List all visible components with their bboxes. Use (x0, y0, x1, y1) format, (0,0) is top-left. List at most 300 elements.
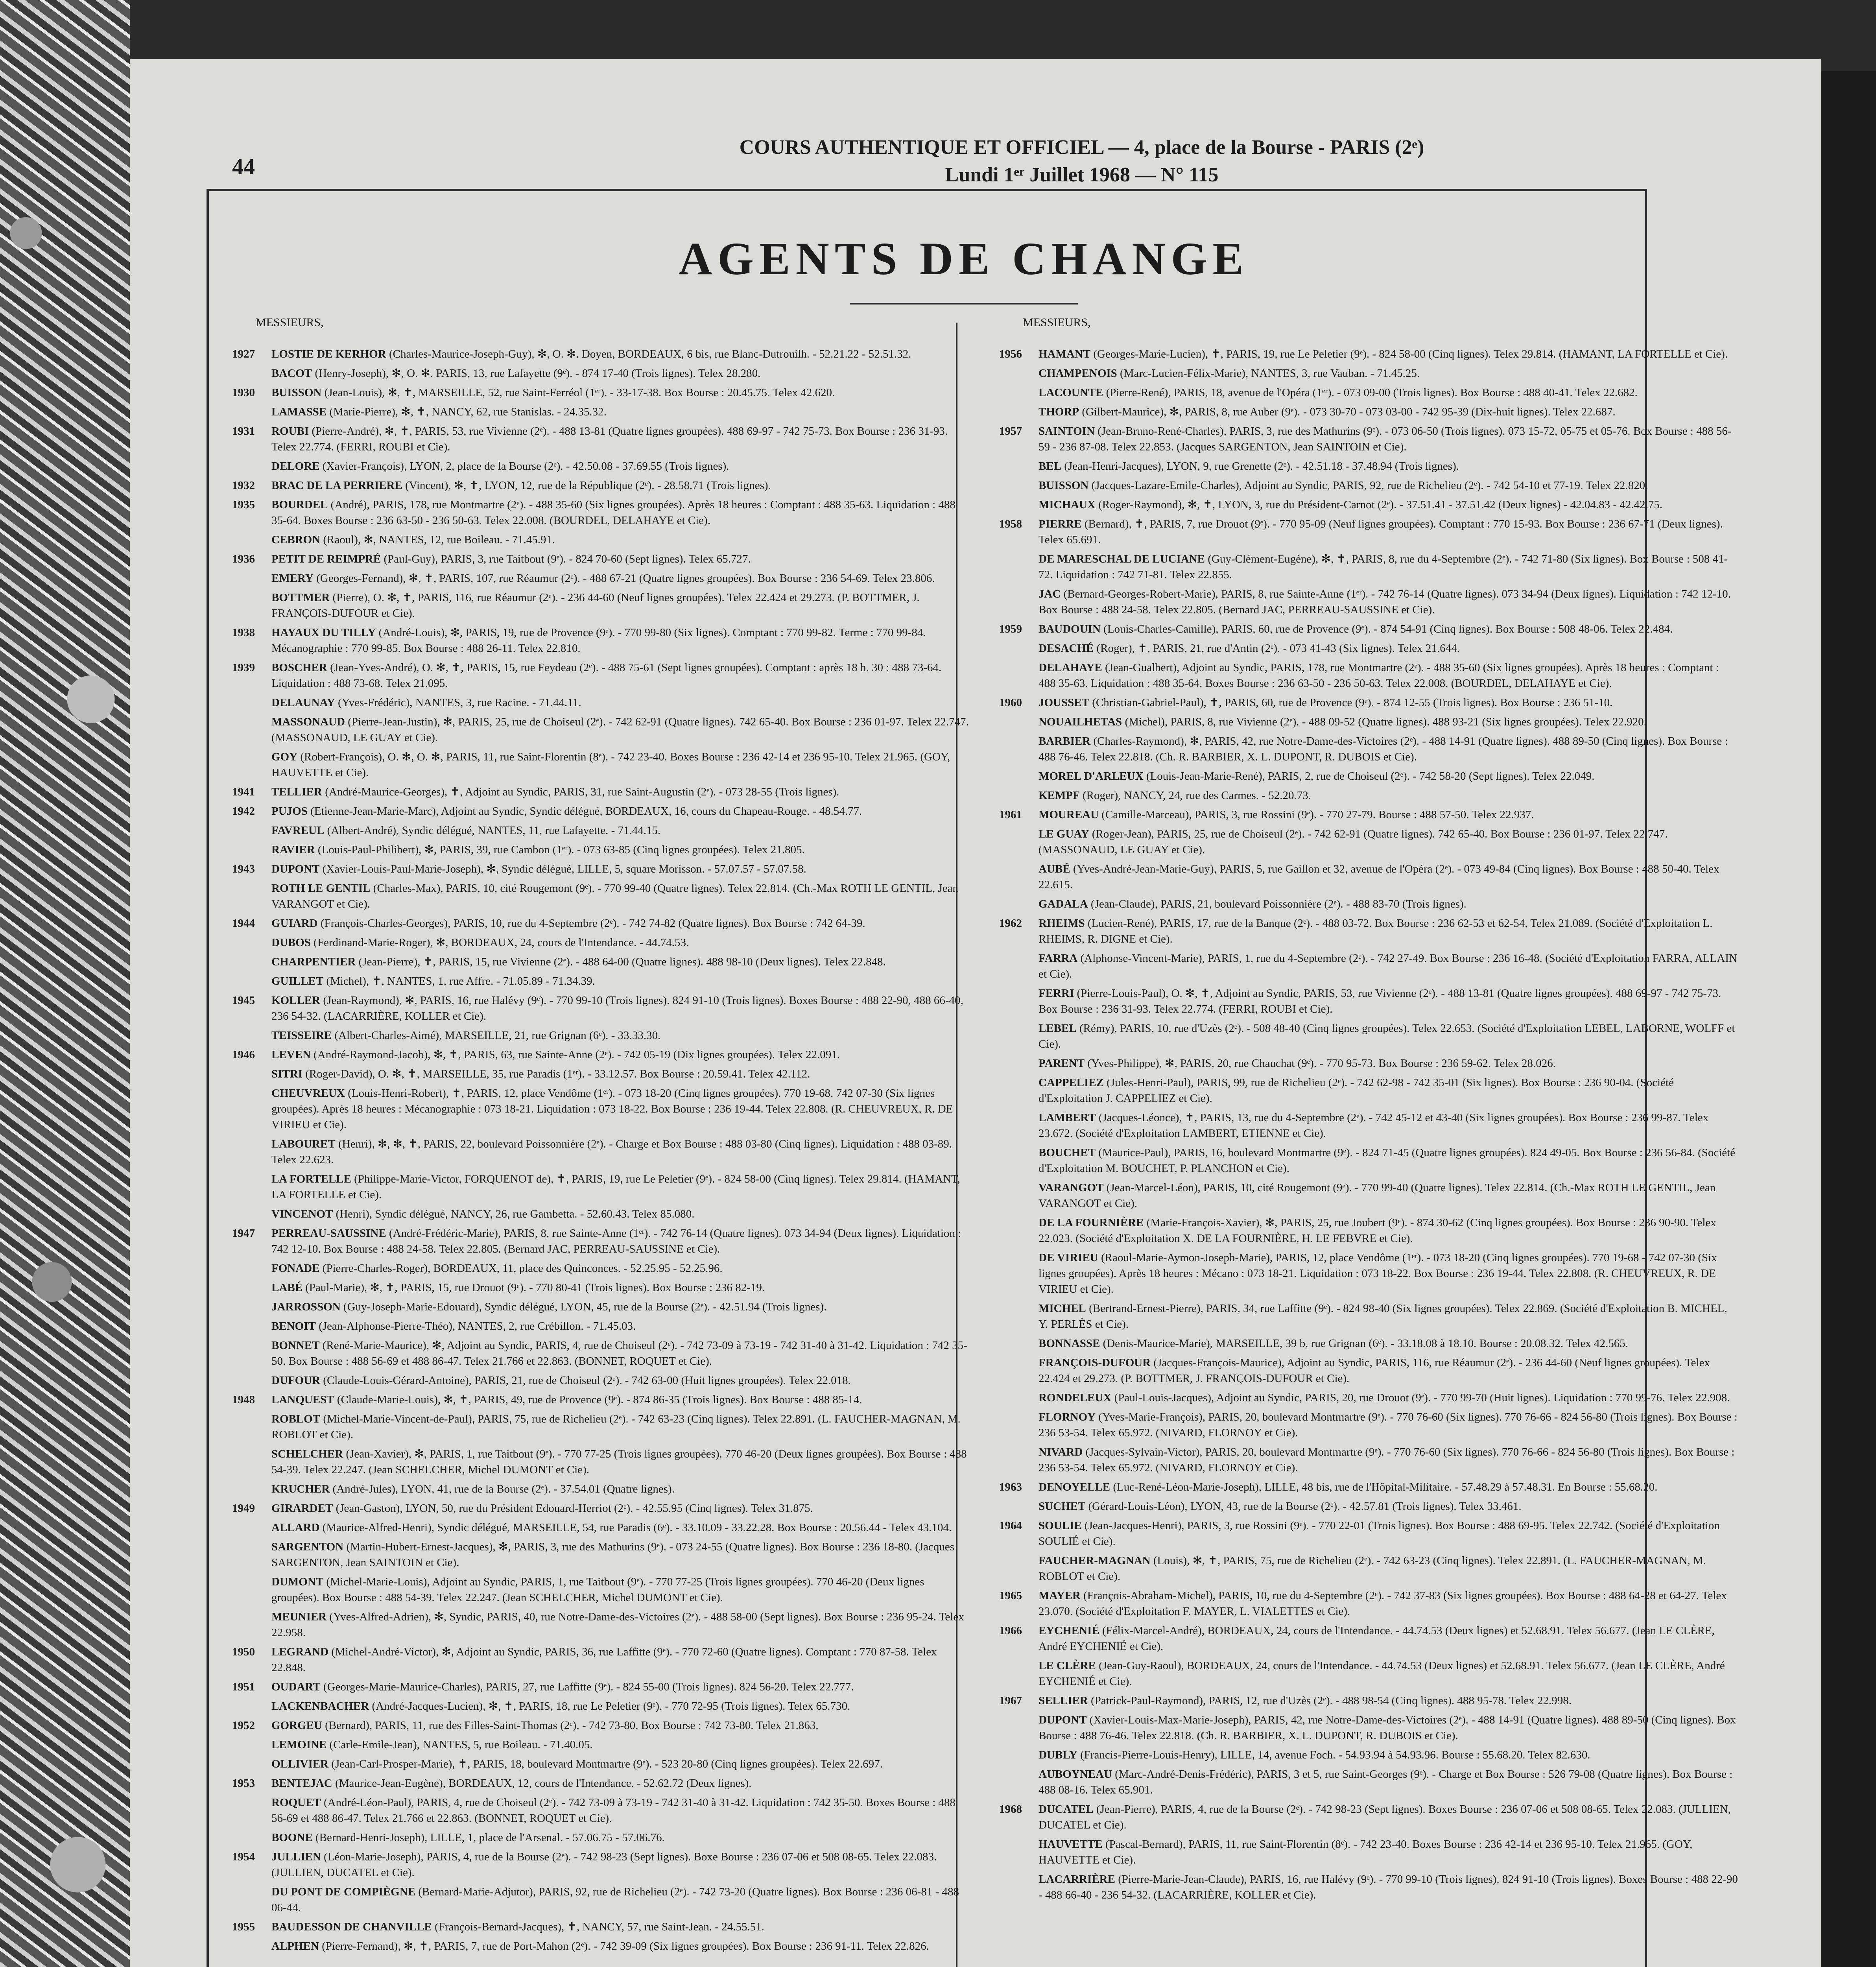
entry-body (271, 1698, 972, 1714)
agent-entry (999, 1518, 1739, 1549)
entry-body (271, 1085, 972, 1133)
agent-details: (Alphonse-Vincent-Marie), PARIS, 1, rue du 4-Septembre (2ᵉ). - 742 27-49. Box Bourse : 236 16-48. (Société d'Exploitation FARRA, ALLAIN et Cie). (1039, 952, 1737, 980)
entry-year (999, 1712, 1039, 1744)
entry-year (999, 1180, 1039, 1211)
agent-entry (232, 478, 972, 493)
entry-body (271, 1338, 972, 1369)
entry-body (271, 1066, 972, 1082)
entry-body (1039, 640, 1739, 656)
entry-body (271, 993, 972, 1024)
entry-body (271, 1718, 972, 1733)
entry-body (1039, 1871, 1739, 1903)
agent-name: BOONE (271, 1831, 313, 1844)
entry-year: 1955 (232, 1921, 255, 1933)
entry-body (1039, 586, 1739, 618)
entry-body (271, 1299, 972, 1315)
agent-entry (232, 935, 972, 950)
agent-details: (Yves-Philippe), ✻, PARIS, 20, rue Chauchat (9ᵉ). - 770 95-73. Box Bourse : 236 59-62. Telex 28.026. (1085, 1057, 1556, 1070)
entry-year (232, 749, 271, 781)
agent-name: VARANGOT (1039, 1181, 1104, 1194)
agent-name: LEMOINE (271, 1738, 327, 1751)
agent-name: LEVEN (271, 1048, 311, 1061)
title-rule (850, 303, 1078, 304)
agent-details: (André-Jacques-Lucien), ✻, ✝, PARIS, 18, rue Le Peletier (9ᵉ). - 770 72-95 (Trois lignes). Telex 65.730. (369, 1700, 850, 1712)
agent-entry (232, 1795, 972, 1826)
agent-name: DE VIRIEU (1039, 1251, 1098, 1264)
entry-year (999, 1075, 1039, 1106)
agent-entry (999, 826, 1739, 858)
entry-year: 1958 (999, 518, 1022, 530)
entry-year (999, 1390, 1039, 1406)
entry-year (999, 1444, 1039, 1476)
entry-body (271, 1500, 972, 1516)
agent-details: (Raoul-Marie-Aymon-Joseph-Marie), PARIS, 12, place Vendôme (1ᵉʳ). - 073 18-20 (Cinq lignes groupées). 770 19-68 - 742 07-30 (Six lignes groupées). Après 18 heures : Mécano : 073 18-21. Liquidation : 073 18-22. Box Bourse : 236 19-44. Telex 22.808. (R. CHEUVREUX, R. DE VIRIEU et Cie). (1039, 1251, 1717, 1295)
agent-name: MOUREAU (1039, 808, 1099, 821)
entry-body (271, 1028, 972, 1043)
agent-details: (Marie-François-Xavier), ✻, PARIS, 25, rue Joubert (9ᵉ). - 874 30-62 (Cinq lignes groupées). Box Bourse : 236 90-90. Telex 22.023. (Société d'Exploitation X. DE LA FOURNIÈRE, H. LE FEBVRE et Cie). (1039, 1216, 1716, 1245)
agent-details: (André-Louis), ✻, PARIS, 19, rue de Provence (9ᵉ). - 770 99-80 (Six lignes). Comptant : 770 99-82. Terme : 770 99-84. Mécanographie : 770 99-85. Box Bourse : 488 26-11. Telex 22.810. (271, 626, 926, 655)
entry-year: 1932 (232, 479, 255, 492)
agent-entry (232, 1775, 972, 1791)
entry-body (271, 1795, 972, 1826)
agent-name: MEUNIER (271, 1611, 327, 1623)
agent-name: TEISSEIRE (271, 1029, 332, 1042)
agent-entry (999, 1836, 1739, 1868)
agent-entry (232, 1066, 972, 1082)
agent-details: (Xavier-Louis-Paul-Marie-Joseph), ✻, Syndic délégué, LILLE, 5, square Morisson. - 57.07.57 - 57.07.58. (319, 863, 806, 875)
agent-details: (Claude-Marie-Louis), ✻, ✝, PARIS, 49, rue de Provence (9ᵉ). - 874 86-35 (Trois lignes). Box Bourse : 488 85-14. (334, 1393, 862, 1406)
agent-entry (999, 1215, 1739, 1246)
entry-year (232, 1136, 271, 1168)
entry-year: 1930 (232, 386, 255, 399)
entry-body (271, 478, 972, 493)
agent-entry (232, 346, 972, 362)
entry-body (271, 1280, 972, 1295)
agent-entry (999, 1444, 1739, 1476)
entry-year: 1968 (999, 1803, 1022, 1816)
agent-name: DELORE (271, 460, 320, 472)
entry-year: 1942 (232, 805, 255, 817)
entry-year: 1941 (232, 786, 255, 798)
agent-entry (232, 1481, 972, 1497)
agent-name: DU PONT DE COMPIÈGNE (271, 1886, 416, 1898)
agent-entry (232, 973, 972, 989)
entry-body (1039, 861, 1739, 893)
page-header (551, 134, 1613, 189)
entry-body (271, 423, 972, 455)
agent-details: (Henri), ✻, ✻, ✝, PARIS, 22, boulevard Poissonnière (2ᵉ). - Charge et Box Bourse : 488 03-80 (Cinq lignes). Liquidation : 488 03-89. Telex 22.623. (271, 1138, 952, 1166)
agent-entry (232, 823, 972, 838)
agent-name: BENOIT (271, 1320, 316, 1332)
agent-name: HAYAUX DU TILLY (271, 626, 376, 639)
agent-name: VINCENOT (271, 1208, 333, 1220)
agent-entry (999, 551, 1739, 583)
entry-body (271, 1392, 972, 1408)
agent-details: (Jean-Gaston), LYON, 50, rue du Président Edouard-Herriot (2ᵉ). - 42.55.95 (Cinq lignes). Telex 31.875. (333, 1502, 813, 1515)
entry-body (271, 1446, 972, 1478)
agent-name: THORP (1039, 406, 1079, 418)
entry-body (271, 532, 972, 548)
agent-entry (999, 1409, 1739, 1441)
agent-entry (232, 1225, 972, 1257)
entry-body (271, 823, 972, 838)
entry-body (271, 1225, 972, 1257)
entry-body (1039, 1766, 1739, 1798)
entry-body (1039, 1145, 1739, 1176)
agent-name: BOURDEL (271, 498, 328, 511)
entry-body (1039, 1658, 1739, 1689)
agent-entry (232, 1830, 972, 1845)
agent-details: (Jean-Alphonse-Pierre-Théo), NANTES, 2, rue Crébillon. - 71.45.03. (315, 1320, 636, 1332)
agent-name: JAC (1039, 588, 1061, 600)
entry-year (999, 1658, 1039, 1689)
header-line-1: COURS AUTHENTIQUE ET OFFICIEL — 4, place de la Bourse - PARIS (2ᵉ) (739, 136, 1424, 159)
agent-entry (999, 915, 1739, 947)
entry-year (999, 1215, 1039, 1246)
entry-year (999, 458, 1039, 474)
entry-body (271, 570, 972, 586)
agent-details: (Jean-Louis), ✻, ✝, MARSEILLE, 52, rue Saint-Ferréol (1ᵉʳ). - 33-17-38. Box Bourse : 20.45.75. Telex 42.620. (321, 386, 835, 399)
agent-entry (232, 1028, 972, 1043)
agent-details: (Maurice-Jean-Eugène), BORDEAUX, 12, cours de l'Intendance. - 52.62.72 (Deux lignes). (332, 1777, 752, 1790)
entry-body (1039, 1020, 1739, 1052)
agent-details: (Louis-Charles-Camille), PARIS, 60, rue de Provence (9ᵉ). - 874 54-91 (Cinq lignes). Box Bourse : 508 48-06. Telex 22.484. (1100, 623, 1673, 635)
agent-name: DUPONT (1039, 1714, 1087, 1726)
agent-details: (Louis), ✻, ✝, PARIS, 75, rue de Richelieu (2ᵉ). - 742 63-23 (Cinq lignes). Telex 22.891. (L. FAUCHER-MAGNAN, M. ROBLOT et Cie). (1039, 1554, 1706, 1583)
agent-name: TELLIER (271, 786, 322, 798)
entry-year: 1967 (999, 1694, 1022, 1707)
agent-name: GIRARDET (271, 1502, 333, 1515)
agent-details: (Paul-Louis-Jacques), Adjoint au Syndic, PARIS, 20, rue Drouot (9ᵉ). - 770 99-70 (Huit lignes). Liquidation : 770 99-76. Telex 22.908. (1111, 1391, 1730, 1404)
agent-entry (999, 586, 1739, 618)
agent-name: AUBOYNEAU (1039, 1768, 1112, 1781)
agent-details: (Jules-Henri-Paul), PARIS, 99, rue de Richelieu (2ᵉ). - 742 62-98 - 742 35-01 (Six lignes). Box Bourse : 236 90-04. (Société d'Exploitation J. CAPPELIEZ et Cie). (1039, 1076, 1674, 1105)
agent-name: AUBÉ (1039, 863, 1070, 875)
agent-name: PERREAU-SAUSSINE (271, 1227, 386, 1240)
entry-year (232, 1171, 271, 1203)
agent-name: LE CLÈRE (1039, 1659, 1096, 1672)
agent-entry (999, 385, 1739, 400)
agent-name: JARROSSON (271, 1301, 341, 1313)
agent-details: (Carle-Emile-Jean), NANTES, 5, rue Boileau. - 71.40.05. (327, 1738, 593, 1751)
agent-details: (André-Maurice-Georges), ✝, Adjoint au Syndic, PARIS, 31, rue Saint-Augustin (2ᵉ). - 073 28-55 (Trois lignes). (322, 786, 839, 798)
agent-entry (232, 1047, 972, 1063)
agent-name: LEBEL (1039, 1022, 1077, 1035)
agent-name: BONNET (271, 1339, 320, 1352)
agent-details: (Jean-Guy-Raoul), BORDEAUX, 24, cours de l'Intendance. - 44.74.53 (Deux lignes) et 52.68.91. Telex 56.677. (Jean LE CLÈRE, André EYCHENIÉ et Cie). (1039, 1659, 1725, 1688)
agent-entry (999, 861, 1739, 893)
entry-year (232, 973, 271, 989)
agent-details: (Martin-Hubert-Ernest-Jacques), ✻, PARIS, 3, rue des Mathurins (9ᵉ). - 073 24-55 (Quatre lignes). Box Bourse : 236 18-80. (Jacques SARGENTON, Jean SAINTOIN et Cie). (271, 1541, 955, 1569)
agent-entry (232, 625, 972, 656)
agent-name: PARENT (1039, 1057, 1085, 1070)
agent-entry (232, 1085, 972, 1133)
entry-body (271, 749, 972, 781)
agent-name: CHARPENTIER (271, 956, 356, 968)
agent-name: DUPONT (271, 863, 320, 875)
entry-year (232, 935, 271, 950)
agent-details: (Jean-Pierre), ✝, PARIS, 15, rue Vivienne (2ᵉ). - 488 64-00 (Quatre lignes). 488 98-10 (Deux lignes). Telex 22.848. (356, 956, 886, 968)
entry-year (999, 950, 1039, 982)
entry-body (271, 660, 972, 691)
entry-year: 1965 (999, 1589, 1022, 1602)
agent-entry (232, 1318, 972, 1334)
entry-body (271, 803, 972, 819)
agent-name: BARBIER (1039, 735, 1091, 747)
entry-body (271, 1830, 972, 1845)
agent-details: (Michel), PARIS, 8, rue Vivienne (2ᵉ). - 488 09-52 (Quatre lignes). 488 93-21 (Six lignes groupées). Telex 22.920. (1122, 716, 1647, 728)
entry-year (232, 1574, 271, 1605)
agent-entry (999, 1020, 1739, 1052)
entry-body (271, 714, 972, 745)
entry-body (271, 861, 972, 877)
entry-year: 1931 (232, 425, 255, 437)
agent-name: PUJOS (271, 805, 308, 817)
entry-year (999, 788, 1039, 803)
agent-entry (232, 365, 972, 381)
agent-details: (Bernard-Henri-Joseph), LILLE, 1, place de l'Arsenal. - 57.06.75 - 57.06.76. (312, 1831, 665, 1844)
entry-year: 1939 (232, 661, 255, 674)
entry-body (1039, 985, 1739, 1017)
agent-entry (232, 1206, 972, 1222)
entry-year (232, 1938, 271, 1954)
agent-name: OUDART (271, 1681, 321, 1693)
entry-year: 1952 (232, 1719, 255, 1732)
agent-name: SUCHET (1039, 1500, 1086, 1513)
entry-body (271, 1919, 972, 1935)
agent-entry (999, 1623, 1739, 1654)
agent-name: NIVARD (1039, 1446, 1083, 1458)
agent-name: CEBRON (271, 533, 321, 546)
agent-details: (Albert-Charles-Aimé), MARSEILLE, 21, rue Grignan (6ᵉ). - 33.33.30. (332, 1029, 661, 1042)
agent-entry (232, 532, 972, 548)
agent-details: (Patrick-Paul-Raymond), PARIS, 12, rue d'Uzès (2ᵉ). - 488 98-54 (Cinq lignes). 488 95-78. Telex 22.998. (1088, 1694, 1572, 1707)
agent-name: FRANÇOIS-DUFOUR (1039, 1356, 1151, 1369)
entry-year (232, 1698, 271, 1714)
entry-body (271, 1206, 972, 1222)
agent-entry (232, 1171, 972, 1203)
agent-details: (Guy-Joseph-Marie-Edouard), Syndic délégué, LYON, 45, rue de la Bourse (2ᵉ). - 42.51.94 (Trois lignes). (340, 1301, 827, 1313)
agent-details: (Christian-Gabriel-Paul), ✝, PARIS, 60, rue de Provence (9ᵉ). - 874 12-55 (Trois lignes). Box Bourse : 236 51-10. (1089, 696, 1613, 709)
page-number: 44 (232, 154, 255, 179)
agent-entry (232, 1919, 972, 1935)
entry-body (271, 385, 972, 400)
agent-name: KOLLER (271, 994, 321, 1007)
entry-year (999, 826, 1039, 858)
agent-details: (Roger-Raymond), ✻, ✝, LYON, 3, rue du Président-Carnot (2ᵉ). - 37.51.41 - 37.51.42 (Deux lignes) - 42.04.83 - 42.42.75. (1096, 498, 1663, 511)
agent-details: (Jean-Henri-Jacques), LYON, 9, rue Grenette (2ᵉ). - 42.51.18 - 37.48.94 (Trois lignes). (1061, 460, 1459, 472)
agent-name: RHEIMS (1039, 917, 1085, 930)
agent-entry (232, 1373, 972, 1388)
entry-body (271, 973, 972, 989)
agent-name: JULLIEN (271, 1851, 321, 1863)
agent-entry (999, 478, 1739, 493)
entry-year (232, 1280, 271, 1295)
entry-year (232, 458, 271, 474)
entry-body (271, 1574, 972, 1605)
agent-name: LOSTIE DE KERHOR (271, 348, 386, 360)
entry-year: 1962 (999, 917, 1022, 930)
agent-entry (999, 346, 1739, 362)
entry-body (1039, 458, 1739, 474)
agent-entry (232, 1737, 972, 1753)
entry-body (1039, 1055, 1739, 1071)
agent-name: DENOYELLE (1039, 1481, 1110, 1493)
agent-name: GORGEU (271, 1719, 322, 1732)
agent-name: EYCHENIÉ (1039, 1624, 1099, 1637)
agent-entry (999, 365, 1739, 381)
agent-entry (232, 551, 972, 567)
entry-body (1039, 1801, 1739, 1833)
agent-details: (Jean-Xavier), ✻, PARIS, 1, rue Taitbout (9ᵉ). - 770 77-25 (Trois lignes groupées). 770 46-20 (Deux lignes groupées). Box Bourse : 488 54-39. Telex 22.247. (Jean SCHELCHER, Michel DUMONT et Cie). (271, 1448, 967, 1476)
entry-year: 1935 (232, 498, 255, 511)
agent-entry (232, 695, 972, 710)
agent-entry (999, 458, 1739, 474)
entry-body (1039, 1588, 1739, 1619)
agent-details: (Etienne-Jean-Marie-Marc), Adjoint au Syndic, Syndic délégué, BORDEAUX, 16, cours du Chapeau-Rouge. - 48.54.77. (307, 805, 862, 817)
agent-details: (Luc-René-Léon-Marie-Joseph), LILLE, 48 bis, rue de l'Hôpital-Militaire. - 57.48.29 à 57.48.31. En Bourse : 55.68.20. (1110, 1481, 1658, 1493)
agent-details: (Jean-Gualbert), Adjoint au Syndic, PARIS, 178, rue Montmartre (2ᵉ). - 488 35-60 (Six lignes groupées). Après 18 heures : Comptant : 488 35-63. Liquidation : 488 35-64. Boxes Bourse : 236 63-50 - 236 50-63. Telex 22.008. (BOURDEL, DELAHAYE et Cie). (1039, 661, 1719, 690)
entry-year: 1953 (232, 1777, 255, 1790)
entry-year (232, 842, 271, 858)
agent-details: (Bernard-Georges-Robert-Marie), PARIS, 8, rue Sainte-Anne (1ᵉʳ). - 742 76-14 (Quatre lignes). 073 34-94 (Deux lignes). Liquidation : 742 12-10. Box Bourse : 488 24-58. Telex 22.805. (Bernard JAC, PERREAU-SAUSSINE et Cie). (1039, 588, 1731, 616)
agent-details: (Charles-Max), PARIS, 10, cité Rougemont (9ᵉ). - 770 99-40 (Quatre lignes). Telex 22.814. (Ch.-Max ROTH LE GENTIL, Jean VARANGOT et Cie). (271, 882, 959, 910)
entry-year (999, 497, 1039, 513)
agent-entry (232, 1756, 972, 1772)
agent-details: (Jacques-François-Maurice), Adjoint au Syndic, PARIS, 116, rue Réaumur (2ᵉ). - 236 44-60 (Neuf lignes groupées). Telex 22.424 et 29.273. (P. BOTTMER, J. FRANÇOIS-DUFOUR et Cie). (1039, 1356, 1710, 1385)
entry-body (271, 1644, 972, 1675)
agent-details: (Rémy), PARIS, 10, rue d'Uzès (2ᵉ). - 508 48-40 (Cinq lignes groupées). Telex 22.653. (Société d'Exploitation LEBEL, LABORNE, WOLFF et Cie). (1039, 1022, 1735, 1050)
agent-entry (999, 423, 1739, 455)
agent-details: (Ferdinand-Marie-Roger), ✻, BORDEAUX, 24, cours de l'Intendance. - 44.74.53. (310, 936, 689, 949)
entry-year: 1956 (999, 348, 1022, 360)
agent-details: (Xavier-François), LYON, 2, place de la Bourse (2ᵉ). - 42.50.08 - 37.69.55 (Trois lignes). (319, 460, 729, 472)
agent-entry (999, 1498, 1739, 1514)
entry-body (1039, 768, 1739, 784)
agent-entry (999, 660, 1739, 691)
entry-body (271, 1849, 972, 1880)
entry-body (1039, 1180, 1739, 1211)
agent-details: (Francis-Pierre-Louis-Henry), LILLE, 14, avenue Foch. - 54.93.94 à 54.93.96. Bourse : 55.68.20. Telex 82.630. (1077, 1749, 1590, 1761)
entry-body (1039, 1712, 1739, 1744)
agent-details: (Louis-Henri-Robert), ✝, PARIS, 12, place Vendôme (1ᵉʳ). - 073 18-20 (Cinq lignes groupées). 770 19-68. 742 07-30 (Six lignes groupées). Après 18 heures : Mécanographie : 073 18-21. Liquidation : 073 18-22. Box Bourse : 236 19-44. Telex 22.808. (R. CHEUVREUX, R. DE VIRIEU et Cie). (271, 1087, 953, 1131)
agent-entry (232, 1299, 972, 1315)
agent-name: MICHAUX (1039, 498, 1096, 511)
agent-name: LABOURET (271, 1138, 336, 1150)
agent-name: BRAC DE LA PERRIERE (271, 479, 402, 492)
agent-details: (Philippe-Marie-Victor, FORQUENOT de), ✝, PARIS, 19, rue Le Peletier (9ᵉ). - 824 58-00 (Cinq lignes). Telex 29.814. (HAMANT, LA FORTELLE et Cie). (271, 1173, 960, 1201)
entry-year (232, 1756, 271, 1772)
entry-body (1039, 915, 1739, 947)
agent-details: (Jean-Pierre), PARIS, 4, rue de la Bourse (2ᵉ). - 742 98-23 (Sept lignes). Boxes Bourse : 236 07-06 et 508 08-65. Telex 22.083. (JULLIEN, DUCATEL et Cie). (1039, 1803, 1731, 1831)
agent-entry (232, 385, 972, 400)
agent-entry (232, 660, 972, 691)
agent-entry (232, 1280, 972, 1295)
agent-entry (999, 1145, 1739, 1176)
agent-name: BUISSON (271, 386, 322, 399)
agent-details: (Georges-Marie-Maurice-Charles), PARIS, 27, rue Laffitte (9ᵉ). - 824 55-00 (Trois lignes). 824 56-20. Telex 22.777. (320, 1681, 854, 1693)
agent-details: (François-Abraham-Michel), PARIS, 10, rue du 4-Septembre (2ᵉ). - 742 37-83 (Six lignes groupées). Box Bourse : 488 64-28 et 64-27. Telex 23.070. (Société d'Exploitation F. MAYER, L. VIALETTES et Cie). (1039, 1589, 1727, 1618)
entry-body (271, 935, 972, 950)
agent-entry (232, 1520, 972, 1535)
agent-entry (232, 1884, 972, 1915)
agent-name: BOSCHER (271, 661, 327, 674)
agent-entry (999, 1658, 1739, 1689)
agent-entry (232, 784, 972, 800)
entry-year (232, 1481, 271, 1497)
entry-body (271, 365, 972, 381)
agent-name: ALLARD (271, 1521, 320, 1534)
agent-entry (999, 1355, 1739, 1386)
agent-details: (Jean-Carl-Prosper-Marie), ✝, PARIS, 18, boulevard Montmartre (9ᵉ). - 523 20-80 (Cinq lignes groupées). Telex 22.697. (328, 1758, 883, 1770)
agent-entry (232, 1849, 972, 1880)
agent-name: FAUCHER-MAGNAN (1039, 1554, 1151, 1567)
entry-year (232, 1338, 271, 1369)
agent-entry (999, 1747, 1739, 1763)
entry-year (232, 1411, 271, 1443)
agent-details: (Albert-André), Syndic délégué, NANTES, 11, rue Lafayette. - 71.44.15. (324, 824, 661, 837)
entry-year: 1950 (232, 1646, 255, 1658)
agent-name: FAVREUL (271, 824, 325, 837)
left-column (232, 315, 972, 1958)
agent-details: (Jean-Claude), PARIS, 21, boulevard Poissonnière (2ᵉ). - 488 83-70 (Trois lignes). (1088, 898, 1466, 910)
entry-year (999, 1020, 1039, 1052)
agent-entry (999, 497, 1739, 513)
entry-body (1039, 1836, 1739, 1868)
entry-body (1039, 1518, 1739, 1549)
agent-entry (999, 1871, 1739, 1903)
entry-body (1039, 1075, 1739, 1106)
agent-details: (Maurice-Alfred-Henri), Syndic délégué, MARSEILLE, 54, rue Paradis (6ᵉ). - 33.10.09 - 33.22.28. Box Bourse : 20.56.44 - Telex 43.104. (319, 1521, 952, 1534)
agent-name: OLLIVIER (271, 1758, 329, 1770)
entry-body (271, 1737, 972, 1753)
agent-details: (Michel-Marie-Louis), Adjoint au Syndic, PARIS, 1, rue Taitbout (9ᵉ). - 770 77-25 (Trois lignes groupées). 770 46-20 (Deux lignes groupées). Box Bourse : 488 54-39. Telex 22.247. (Jean SCHELCHER, Michel DUMONT et Cie). (271, 1576, 924, 1604)
agent-name: DUFOUR (271, 1374, 321, 1387)
agent-entry (999, 1336, 1739, 1351)
agent-name: GOY (271, 751, 298, 763)
agent-details: (André-Frédéric-Marie), PARIS, 8, rue Sainte-Anne (1ᵉʳ). - 742 76-14 (Quatre lignes). 073 34-94 (Deux lignes). Liquidation : 742 12-10. Box Bourse : 488 24-58. Telex 22.805. (Bernard JAC, PERREAU-SAUSSINE et Cie). (271, 1227, 961, 1255)
agent-details: (Jean-Yves-André), O. ✻, ✝, PARIS, 15, rue Feydeau (2ᵉ). - 488 75-61 (Sept lignes groupées). Comptant : après 18 h. 30 : 488 73-64. Liquidation : 488 73-68. Telex 21.095. (271, 661, 942, 690)
entry-body (1039, 1479, 1739, 1495)
entry-year (999, 385, 1039, 400)
entry-body (1039, 404, 1739, 420)
entry-year (232, 1206, 271, 1222)
entry-year: 1960 (999, 696, 1022, 709)
entry-year (232, 1373, 271, 1388)
agent-entry (999, 788, 1739, 803)
entry-body (271, 1136, 972, 1168)
agent-details: (Henry-Joseph), ✻, O. ✻. PARIS, 13, rue Lafayette (9ᵉ). - 874 17-40 (Trois lignes). Telex 28.280. (312, 367, 761, 380)
entry-year (999, 478, 1039, 493)
agent-entry (232, 1718, 972, 1733)
entry-year: 1943 (232, 863, 255, 875)
agent-entry (232, 861, 972, 877)
agent-name: HAMANT (1039, 348, 1091, 360)
entry-year (232, 1066, 271, 1082)
entry-year (232, 1028, 271, 1043)
agent-details: (Louis-Paul-Philibert), ✻, PARIS, 39, rue Cambon (1ᵉʳ). - 073 63-85 (Cinq lignes groupées). Telex 21.805. (315, 843, 805, 856)
agent-details: (René-Marie-Maurice), ✻, Adjoint au Syndic, PARIS, 4, rue de Choiseul (2ᵉ). - 742 73-09 à 73-19 - 742 31-40 à 31-42. Liquidation : 742 35-50. Box Bourse : 488 56-69 et 488 86-47. Telex 21.766 et 22.863. (BONNET, ROQUET et Cie). (271, 1339, 967, 1367)
entry-year (999, 1498, 1039, 1514)
agent-name: LAMBERT (1039, 1111, 1096, 1124)
agent-details: (Bertrand-Ernest-Pierre), PARIS, 34, rue Laffitte (9ᵉ). - 824 98-40 (Six lignes groupées). Telex 22.869. (Société d'Exploitation B. MICHEL, Y. PERLÈS et Cie). (1039, 1302, 1727, 1330)
entry-body (1039, 1355, 1739, 1386)
entry-body (1039, 346, 1739, 362)
entry-year (999, 1836, 1039, 1868)
entry-body (1039, 1623, 1739, 1654)
entry-year (999, 714, 1039, 730)
agent-name: DELAUNAY (271, 696, 335, 709)
